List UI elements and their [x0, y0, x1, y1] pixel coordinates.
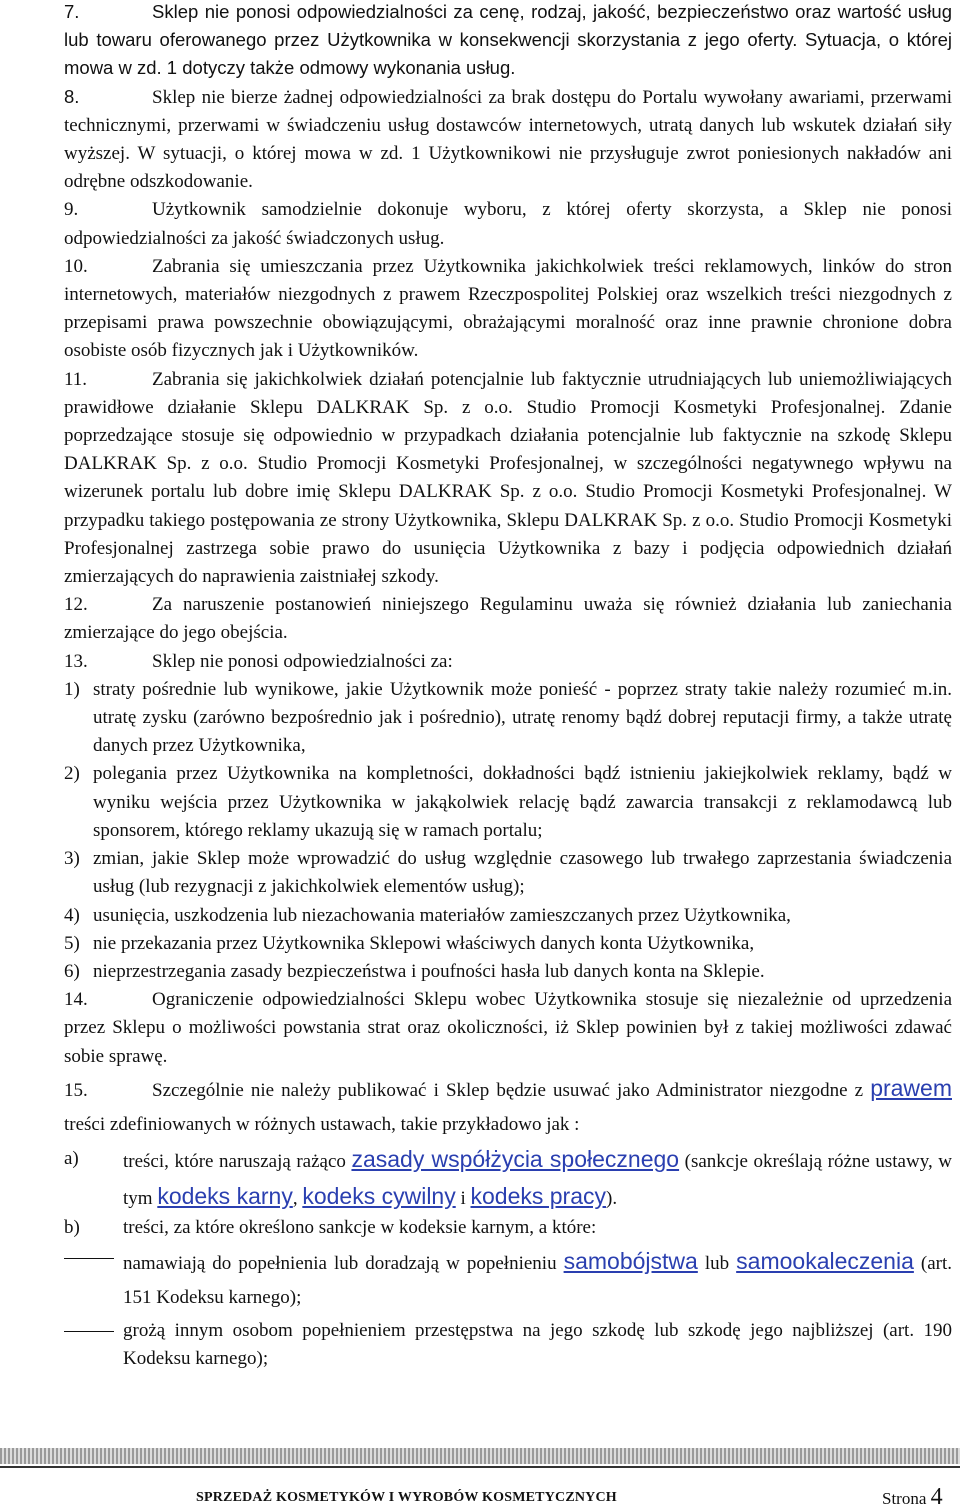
item-text: (art. 151 Kodeksu karnego); — [123, 1252, 953, 1308]
list-item-text: nie przekazania przez Użytkownika Sklepowi właściwych danych konta Użytkownika, — [93, 932, 755, 954]
list-item-text: nieprzestrzegania zasady bezpieczeństwa i poufności hasła lub danych konta na Sklepie. — [93, 960, 765, 982]
paragraph-13 — [64, 648, 952, 676]
list-item — [64, 902, 952, 930]
page-label: Strona — [882, 1489, 927, 1508]
paragraph-text: Użytkownik samodzielnie dokonuje wyboru, z której oferty skorzysta, a Sklep nie ponosi odpowiedzialności za jakość świadczonych usług. — [64, 199, 952, 249]
paragraph-number: 13. — [64, 650, 88, 672]
list-item-number: 4) — [64, 904, 80, 926]
item-text: (sankcje określają różne ustawy, w tym — [123, 1150, 952, 1209]
list-item — [64, 676, 952, 761]
list-item — [64, 845, 952, 901]
document-body — [64, 0, 952, 1373]
paragraph-number: 14. — [64, 989, 88, 1011]
paragraph-number: 7. — [64, 1, 80, 22]
dash-item-1 — [64, 1244, 952, 1315]
paragraph-9 — [64, 196, 952, 252]
item-text: grożą innym osobom popełnieniem przestępstwa na jego szkodę lub szkodę jego najbliższej (art. 190 Kodeksu karnego); — [123, 1319, 952, 1370]
list-item-text: straty pośrednie lub wynikowe, jakie Użytkownik może ponieść - poprzez straty takie należy rozumieć m.in. utratę zysku (zarówno bezpośrednio jak i pośrednio), utratę renomy bądź dobrej reputacji firmy, a także utratę danych przez Użytkownika, — [93, 678, 952, 757]
list-item-number: 5) — [64, 932, 80, 954]
item-text: treści, które naruszają rażąco — [123, 1150, 352, 1172]
link-kodeks-cywilny[interactable]: kodeks cywilny — [302, 1182, 456, 1209]
liability-list — [64, 676, 952, 986]
dash-marker — [64, 1331, 114, 1332]
paragraph-text: treści zdefiniowanych w różnych ustawach, takie przykładowo jak : — [64, 1113, 580, 1135]
list-item-number: 2) — [64, 763, 80, 785]
paragraph-11 — [64, 366, 952, 592]
link-kodeks-pracy[interactable]: kodeks pracy — [470, 1182, 607, 1209]
footer-divider — [0, 1448, 960, 1464]
item-text: ). — [606, 1187, 618, 1209]
item-text: namawiają do popełnienia lub doradzają w popełnieniu — [123, 1252, 564, 1274]
paragraph-text: Zabrania się umieszczania przez Użytkownika jakichkolwiek treści reklamowych, linków do stron internetowych, materiałów niezgodnych z prawem Rzeczpospolitej Polskiej oraz wszelkich treści niezgodnych z przepisami prawa powszechnie obowiązującymi, obrażającymi moralność oraz inne prawnie chronione dobra osobiste osób fizycznych jak i Użytkowników. — [64, 255, 952, 362]
paragraph-text: Ograniczenie odpowiedzialności Sklepu wobec Użytkownika stosuje się niezależnie od uprzedzenia przez Sklepu o możliwości powstania strat oraz okoliczności, iż Sklep powinien był z takiej możliwości zdawać sobie sprawę. — [64, 989, 952, 1067]
paragraph-15 — [64, 1071, 952, 1142]
paragraph-text: Zabrania się jakichkolwiek działań potencjalnie lub faktycznie utrudniających lub uniemożliwiających prawidłowe działanie Sklepu DALKRAK Sp. z o.o. Studio Promocji Kosmetyki Profesjonalnej. Zdanie poprzedzające stosuje się odpowiednio w przypadkach działania potencjalnie lub faktycznie na szkodę Sklepu DALKRAK Sp. z o.o. Studio Promocji Kosmetyki Profesjonalnej, w szczególności negatywnego wpływu na wizerunek portalu lub dobre imię Sklepu DALKRAK Sp. z o.o. Studio Promocji Kosmetyki Profesjonalnej. W przypadku takiego postępowania ze strony Użytkownika, Sklepu DALKRAK Sp. z o.o. Studio Promocji Kosmetyki Profesjonalnej zastrzega sobie prawo do usunięcia Użytkownika z bazy i podjęcia odpowiednich działań zmierzających do naprawienia zaistniałej szkody. — [64, 368, 952, 588]
paragraph-number: 12. — [64, 594, 88, 616]
item-text: lub — [697, 1252, 737, 1274]
item-letter: a) — [64, 1147, 79, 1169]
item-text: treści, za które określono sankcje w kodeksie karnym, a które: — [123, 1216, 597, 1238]
paragraph-10 — [64, 253, 952, 366]
paragraph-14 — [64, 986, 952, 1071]
paragraph-number: 9. — [64, 199, 79, 221]
item-letter: b) — [64, 1216, 80, 1238]
list-item-number: 1) — [64, 678, 80, 700]
list-item-text: usunięcia, uszkodzenia lub niezachowania materiałów zamieszczanych przez Użytkownika, — [93, 904, 791, 926]
list-item-number: 3) — [64, 848, 80, 870]
paragraph-text: Sklep nie ponosi odpowiedzialności za: — [152, 650, 453, 672]
footer-title: SPRZEDAŻ KOSMETYKÓW I WYROBÓW KOSMETYCZNYCH — [196, 1490, 617, 1505]
link-kodeks-karny[interactable]: kodeks karny — [157, 1182, 293, 1209]
page-num: 4 — [930, 1484, 943, 1510]
paragraph-12 — [64, 591, 952, 647]
paragraph-8 — [64, 83, 952, 197]
item-a — [64, 1142, 952, 1216]
paragraph-number: 10. — [64, 255, 88, 277]
dash-item-2 — [64, 1317, 952, 1373]
paragraph-text: Sklep nie bierze żadnej odpowiedzialności za brak dostępu do Portalu wywołany awariami, przerwami technicznymi, przerwami w świadczeniu usług dostawców internetowych, utratą danych lub wskutek działań siły wyższej. W sytuacji, o której mowa w zd. 1 Użytkownikowi nie przysługuje zwrot poniesionych nakładów ani odrębne odszkodowanie. — [64, 86, 952, 193]
item-b — [64, 1214, 952, 1242]
paragraph-text: Szczególnie nie należy publikować i Sklep będzie usuwać jako Administrator niezgodne z — [152, 1079, 871, 1101]
list-item-text: polegania przez Użytkownika na kompletności, dokładności bądź istnieniu jakiejkolwiek reklamy, bądź w wyniku wejścia przez Użytkownika w jakąkolwiek relację bądź zawarcia transakcji z reklamodawcą lub sponsorem, którego reklamy ukazują się w ramach portalu; — [93, 763, 952, 841]
paragraph-text: Sklep nie ponosi odpowiedzialności za cenę, rodzaj, jakość, bezpieczeństwo oraz wartość usług lub towaru oferowanego przez Użytkownika w konsekwencji skorzystania z jego oferty. Sytuacja, o której mowa w zd. 1 dotyczy także odmowy wykonania usług. — [64, 1, 952, 79]
list-item-text: zmian, jakie Sklep może wprowadzić do usług względnie czasowego lub trwałego zaprzestania świadczenia usług (lub rezygnacji z jakichkolwiek elementów usług); — [93, 848, 952, 898]
list-item-number: 6) — [64, 960, 80, 982]
item-text: , — [292, 1187, 303, 1209]
paragraph-number: 11. — [64, 368, 88, 390]
paragraph-number: 15. — [64, 1079, 88, 1101]
link-zasady-wspolzycia[interactable]: zasady współżycia społecznego — [351, 1145, 680, 1172]
list-item — [64, 958, 952, 986]
item-text: i — [455, 1187, 471, 1209]
list-item — [64, 930, 952, 958]
footer-divider-line — [0, 1466, 960, 1468]
paragraph-7 — [64, 0, 952, 83]
link-samobojstwa[interactable]: samobójstwa — [563, 1247, 698, 1274]
paragraph-number: 8. — [64, 85, 80, 107]
list-item — [64, 760, 952, 845]
link-prawem[interactable]: prawem — [870, 1074, 952, 1101]
dash-marker — [64, 1258, 114, 1259]
paragraph-text: Za naruszenie postanowień niniejszego Regulaminu uważa się również działania lub zaniechania zmierzające do jego obejścia. — [64, 594, 952, 644]
link-samookaleczenia[interactable]: samookaleczenia — [736, 1247, 914, 1274]
